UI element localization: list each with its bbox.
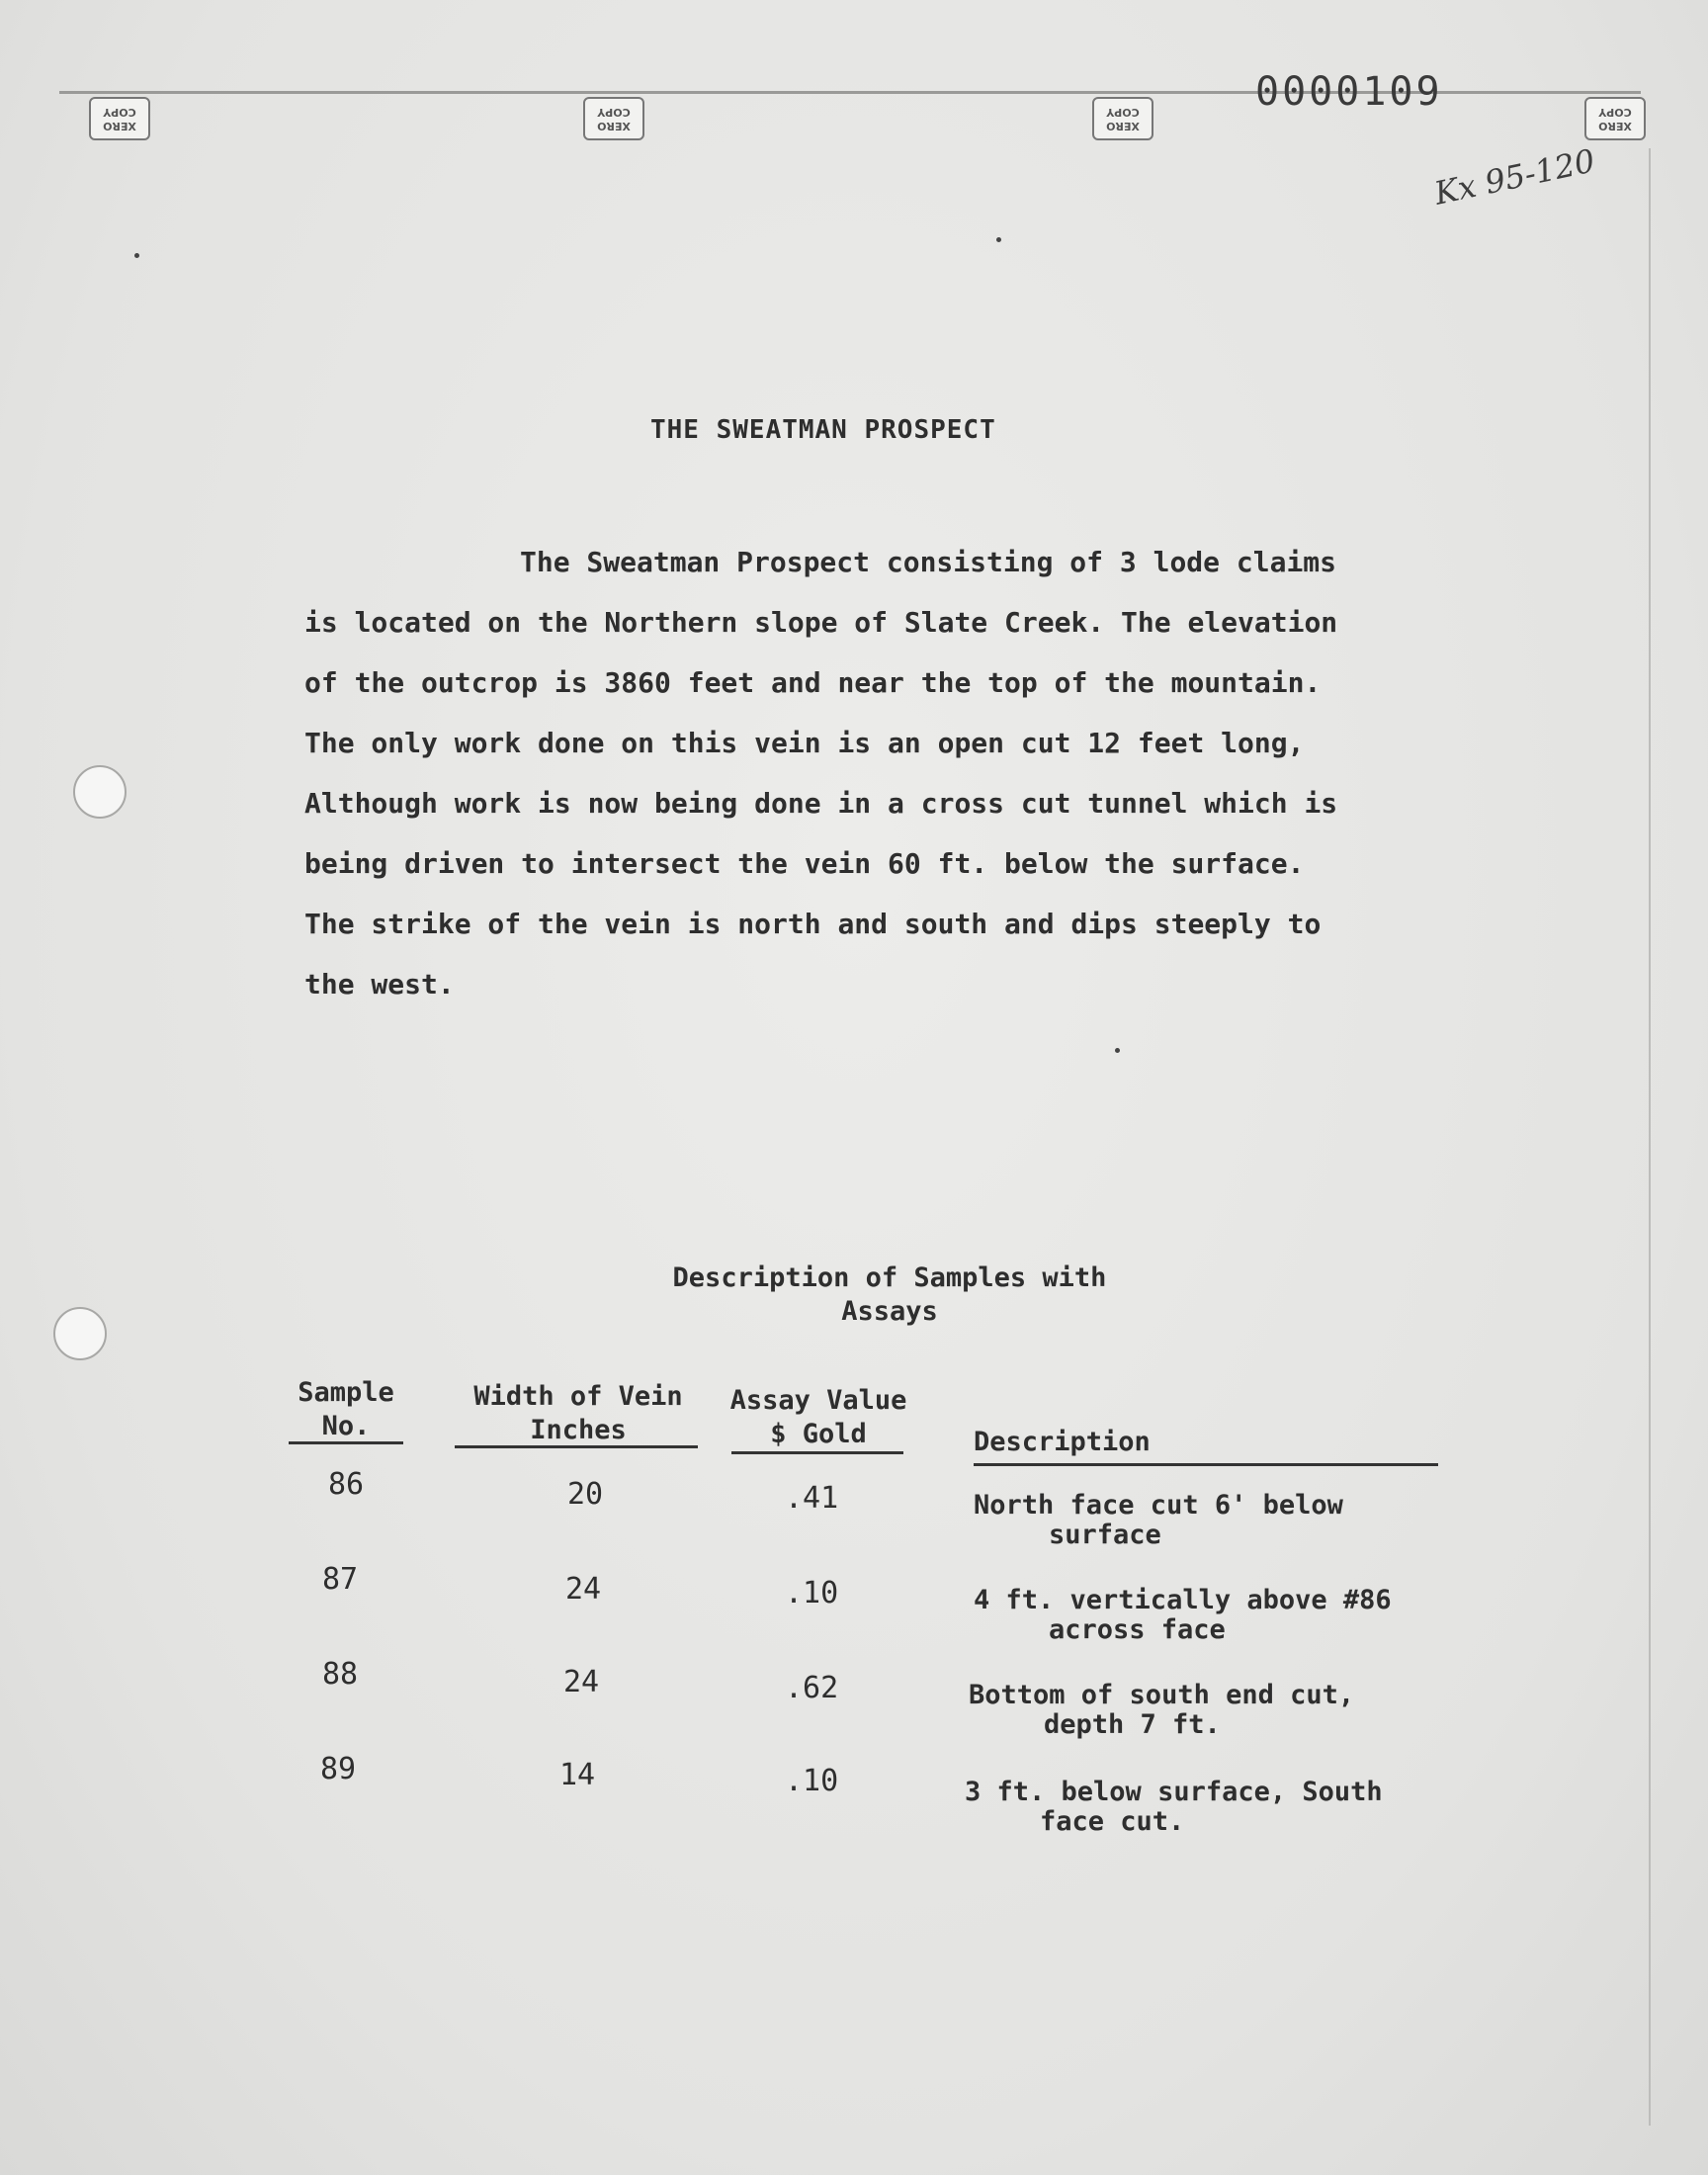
table-heading-line: Assays (841, 1296, 938, 1327)
paragraph-line: The Sweatman Prospect consisting of 3 lode claims (520, 546, 1337, 578)
cell-width: 20 (567, 1477, 604, 1512)
column-header-text: No. (321, 1411, 371, 1441)
paragraph-line: of the outcrop is 3860 feet and near the top of the mountain. (304, 666, 1322, 699)
scan-speck (134, 253, 139, 258)
cell-assay: .10 (785, 1764, 839, 1798)
cell-sample-no: 86 (328, 1467, 365, 1502)
description-line: face cut. (1040, 1806, 1185, 1837)
column-header-text: $ Gold (770, 1419, 867, 1449)
xero-copy-stamp (1584, 97, 1646, 140)
cell-width: 24 (565, 1572, 602, 1607)
page-edge-line (1649, 148, 1651, 2126)
stamp-text: XERO (103, 120, 136, 132)
xero-copy-stamp (89, 97, 150, 140)
xero-copy-stamp (583, 97, 644, 140)
handwritten-reference: Kx 95-120 (1430, 141, 1598, 213)
cell-assay: .41 (785, 1481, 839, 1516)
description-line: surface (1049, 1520, 1161, 1550)
body-paragraph (304, 532, 1520, 1014)
cell-description (969, 1681, 1354, 1740)
scan-speck (996, 237, 1001, 242)
cell-width: 24 (563, 1665, 600, 1699)
description-line: North face cut 6' below (974, 1490, 1343, 1521)
header-underline (455, 1445, 698, 1448)
description-line: 3 ft. below surface, South (965, 1777, 1383, 1807)
stamp-text: COPY (597, 106, 631, 119)
column-header-width (455, 1380, 702, 1447)
header-underline (974, 1463, 1438, 1466)
description-line: 4 ft. vertically above #86 (974, 1585, 1392, 1615)
description-line: depth 7 ft. (1044, 1709, 1221, 1740)
cell-sample-no: 89 (320, 1752, 357, 1786)
paragraph-line: is located on the Northern slope of Slate Creek. The elevation (304, 606, 1338, 639)
cell-sample-no: 87 (322, 1562, 359, 1597)
description-line: across face (1049, 1614, 1226, 1645)
column-header-text: Inches (530, 1415, 627, 1445)
paragraph-line: the west. (304, 968, 455, 1000)
header-underline (731, 1451, 903, 1454)
stamp-text: COPY (1598, 106, 1632, 119)
header-underline (289, 1441, 403, 1444)
stamp-text: XERO (1598, 120, 1632, 132)
paragraph-line: The strike of the vein is north and south and dips steeply to (304, 908, 1322, 940)
stamp-text: COPY (103, 106, 136, 119)
column-header-assay (714, 1384, 923, 1451)
cell-description (974, 1586, 1392, 1645)
table-heading (633, 1262, 1147, 1329)
xero-copy-stamp (1092, 97, 1153, 140)
cell-assay: .62 (785, 1671, 839, 1705)
document-title: THE SWEATMAN PROSPECT (650, 415, 996, 445)
paragraph-line: being driven to intersect the vein 60 ft. below the surface. (304, 847, 1305, 880)
stamp-text: XERO (597, 120, 631, 132)
column-header-text: Sample (298, 1377, 394, 1408)
stamp-text: COPY (1106, 106, 1140, 119)
table-heading-line: Description of Samples with (672, 1262, 1107, 1293)
paragraph-line: Although work is now being done in a cross cut tunnel which is (304, 787, 1338, 820)
cell-width: 14 (559, 1758, 596, 1792)
scan-speck (1115, 1048, 1120, 1053)
column-header-description: Description (974, 1427, 1151, 1457)
paragraph-line: The only work done on this vein is an open cut 12 feet long, (304, 727, 1305, 759)
column-header-text: Width of Vein (473, 1381, 683, 1412)
punch-hole (73, 765, 127, 819)
punch-hole (53, 1307, 107, 1360)
cell-sample-no: 88 (322, 1657, 359, 1692)
column-header-text: Assay Value (729, 1385, 907, 1416)
document-number: 0000109 (1255, 69, 1443, 115)
description-line: Bottom of south end cut, (969, 1680, 1355, 1710)
column-header-sample (287, 1376, 405, 1443)
stamp-text: XERO (1106, 120, 1140, 132)
cell-assay: .10 (785, 1576, 839, 1610)
cell-description (974, 1491, 1343, 1550)
cell-description (965, 1778, 1383, 1837)
